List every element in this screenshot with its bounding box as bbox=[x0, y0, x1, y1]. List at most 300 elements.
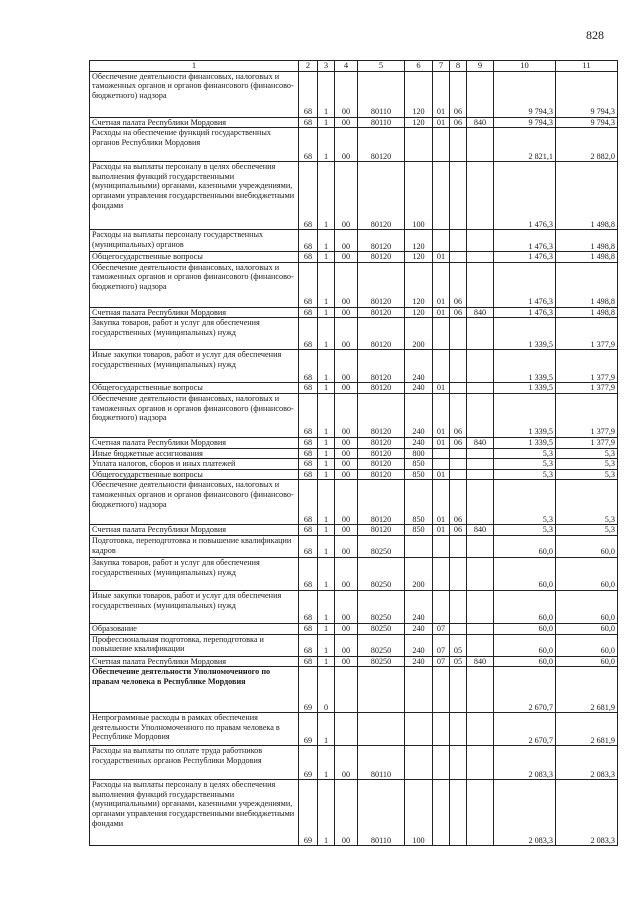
amount-year-2: 1 498,8 bbox=[556, 230, 618, 252]
row-name: Обеспечение деятельности Уполномоченного по правам человека в Республике Мордовия bbox=[90, 667, 299, 713]
row-name: Обеспечение деятельности финансовых, налоговых и таможенных органов и органов финансового (финансово-бюджетного) надзора bbox=[90, 71, 299, 117]
amount-year-2: 2 681,9 bbox=[556, 667, 618, 713]
row-name: Расходы на выплаты по оплате труда работников государственных органов Республики Мордовия bbox=[90, 746, 299, 780]
code-ministry bbox=[467, 590, 494, 623]
amount-year-2: 1 498,8 bbox=[556, 262, 618, 307]
row-name: Иные закупки товаров, работ и услуг для обеспечения государственных (муниципальных) нужд bbox=[90, 590, 299, 623]
code-program: 1 bbox=[318, 252, 335, 263]
code-ministry bbox=[467, 448, 494, 459]
table-row bbox=[90, 590, 618, 623]
code-subprogram: 00 bbox=[335, 307, 358, 318]
header-cell: 2 bbox=[299, 61, 318, 72]
table-row bbox=[90, 437, 618, 448]
code-program: 1 bbox=[318, 318, 335, 350]
budget-table bbox=[89, 60, 618, 846]
code-ministry bbox=[467, 252, 494, 263]
code-admin: 68 bbox=[299, 117, 318, 128]
code-admin: 68 bbox=[299, 383, 318, 394]
code-direction: 80250 bbox=[358, 623, 405, 634]
code-direction: 80120 bbox=[358, 350, 405, 383]
code-section: 01 bbox=[433, 383, 450, 394]
code-expense-type bbox=[405, 746, 433, 780]
code-program: 1 bbox=[318, 746, 335, 780]
code-admin: 68 bbox=[299, 459, 318, 470]
code-ministry bbox=[467, 634, 494, 656]
code-expense-type: 100 bbox=[405, 162, 433, 230]
code-program: 1 bbox=[318, 780, 335, 846]
amount-year-1: 5,3 bbox=[494, 480, 556, 525]
table-row bbox=[90, 350, 618, 383]
code-admin: 68 bbox=[299, 656, 318, 667]
amount-year-2: 2 882,0 bbox=[556, 128, 618, 162]
code-ministry bbox=[467, 667, 494, 713]
table-row bbox=[90, 117, 618, 128]
row-name: Обеспечение деятельности финансовых, налоговых и таможенных органов и органов финансового (финансово-бюджетного) надзора bbox=[90, 480, 299, 525]
code-expense-type: 200 bbox=[405, 318, 433, 350]
row-name: Счетная палата Республики Мордовия bbox=[90, 525, 299, 536]
code-program: 1 bbox=[318, 557, 335, 590]
code-admin: 68 bbox=[299, 469, 318, 480]
code-direction: 80120 bbox=[358, 307, 405, 318]
table-row bbox=[90, 459, 618, 470]
header-cell: 6 bbox=[405, 61, 433, 72]
code-subprogram: 00 bbox=[335, 162, 358, 230]
row-name: Иные закупки товаров, работ и услуг для обеспечения государственных (муниципальных) нужд bbox=[90, 350, 299, 383]
amount-year-1: 60,0 bbox=[494, 590, 556, 623]
table-row bbox=[90, 634, 618, 656]
code-section bbox=[433, 557, 450, 590]
code-subsection: 06 bbox=[450, 393, 467, 437]
code-program: 1 bbox=[318, 262, 335, 307]
amount-year-2: 60,0 bbox=[556, 535, 618, 557]
amount-year-2: 2 083,3 bbox=[556, 780, 618, 846]
code-expense-type bbox=[405, 713, 433, 746]
code-subprogram: 00 bbox=[335, 350, 358, 383]
code-ministry bbox=[467, 128, 494, 162]
row-name: Расходы на выплаты персоналу государственных (муниципальных) органов bbox=[90, 230, 299, 252]
code-ministry bbox=[467, 459, 494, 470]
code-program: 1 bbox=[318, 535, 335, 557]
code-direction: 80120 bbox=[358, 525, 405, 536]
code-section: 01 bbox=[433, 262, 450, 307]
code-section: 01 bbox=[433, 252, 450, 263]
amount-year-1: 5,3 bbox=[494, 469, 556, 480]
code-subsection: 06 bbox=[450, 525, 467, 536]
code-ministry bbox=[467, 350, 494, 383]
code-expense-type: 120 bbox=[405, 262, 433, 307]
code-subsection: 06 bbox=[450, 437, 467, 448]
code-expense-type: 120 bbox=[405, 230, 433, 252]
amount-year-2: 5,3 bbox=[556, 480, 618, 525]
code-subsection bbox=[450, 128, 467, 162]
code-ministry bbox=[467, 535, 494, 557]
table-row bbox=[90, 780, 618, 846]
row-name: Образование bbox=[90, 623, 299, 634]
code-section: 01 bbox=[433, 480, 450, 525]
row-name: Счетная палата Республики Мордовия bbox=[90, 307, 299, 318]
code-ministry bbox=[467, 469, 494, 480]
code-ministry bbox=[467, 262, 494, 307]
code-ministry: 840 bbox=[467, 437, 494, 448]
code-program: 1 bbox=[318, 623, 335, 634]
code-subsection bbox=[450, 469, 467, 480]
code-section: 01 bbox=[433, 525, 450, 536]
row-name: Уплата налогов, сборов и иных платежей bbox=[90, 459, 299, 470]
table-row bbox=[90, 448, 618, 459]
code-subprogram: 00 bbox=[335, 448, 358, 459]
code-direction: 80120 bbox=[358, 448, 405, 459]
amount-year-2: 5,3 bbox=[556, 525, 618, 536]
code-admin: 68 bbox=[299, 262, 318, 307]
code-expense-type: 850 bbox=[405, 469, 433, 480]
code-direction: 80120 bbox=[358, 480, 405, 525]
code-admin: 68 bbox=[299, 162, 318, 230]
code-subprogram: 00 bbox=[335, 780, 358, 846]
amount-year-1: 2 083,3 bbox=[494, 746, 556, 780]
code-subsection bbox=[450, 459, 467, 470]
code-direction: 80250 bbox=[358, 535, 405, 557]
amount-year-1: 1 476,3 bbox=[494, 307, 556, 318]
code-subsection bbox=[450, 162, 467, 230]
code-program: 1 bbox=[318, 525, 335, 536]
row-name: Счетная палата Республики Мордовия bbox=[90, 656, 299, 667]
table-row bbox=[90, 262, 618, 307]
table-row bbox=[90, 557, 618, 590]
code-program: 1 bbox=[318, 480, 335, 525]
code-program: 1 bbox=[318, 117, 335, 128]
amount-year-2: 2 681,9 bbox=[556, 713, 618, 746]
amount-year-2: 9 794,3 bbox=[556, 71, 618, 117]
code-subsection bbox=[450, 350, 467, 383]
code-program: 1 bbox=[318, 437, 335, 448]
amount-year-2: 60,0 bbox=[556, 656, 618, 667]
code-direction: 80120 bbox=[358, 437, 405, 448]
code-expense-type: 240 bbox=[405, 437, 433, 448]
code-admin: 68 bbox=[299, 350, 318, 383]
code-subprogram: 00 bbox=[335, 383, 358, 394]
amount-year-1: 2 670,7 bbox=[494, 713, 556, 746]
table-row bbox=[90, 393, 618, 437]
code-subsection: 05 bbox=[450, 656, 467, 667]
code-expense-type: 120 bbox=[405, 71, 433, 117]
code-ministry bbox=[467, 557, 494, 590]
code-expense-type: 240 bbox=[405, 590, 433, 623]
amount-year-1: 1 476,3 bbox=[494, 252, 556, 263]
code-subsection: 06 bbox=[450, 117, 467, 128]
amount-year-1: 1 339,5 bbox=[494, 318, 556, 350]
code-ministry bbox=[467, 230, 494, 252]
code-expense-type: 240 bbox=[405, 656, 433, 667]
code-subsection bbox=[450, 746, 467, 780]
code-section bbox=[433, 350, 450, 383]
code-ministry bbox=[467, 383, 494, 394]
code-subsection bbox=[450, 667, 467, 713]
code-ministry: 840 bbox=[467, 656, 494, 667]
header-cell: 10 bbox=[494, 61, 556, 72]
code-section: 07 bbox=[433, 656, 450, 667]
amount-year-1: 60,0 bbox=[494, 535, 556, 557]
amount-year-2: 1 377,9 bbox=[556, 393, 618, 437]
code-program: 1 bbox=[318, 307, 335, 318]
code-subprogram: 00 bbox=[335, 623, 358, 634]
code-program: 1 bbox=[318, 230, 335, 252]
code-subprogram: 00 bbox=[335, 230, 358, 252]
code-expense-type bbox=[405, 128, 433, 162]
code-expense-type: 240 bbox=[405, 393, 433, 437]
code-subsection bbox=[450, 448, 467, 459]
code-direction: 80120 bbox=[358, 393, 405, 437]
header-cell: 11 bbox=[556, 61, 618, 72]
code-subprogram bbox=[335, 713, 358, 746]
table-row bbox=[90, 525, 618, 536]
header-cell: 8 bbox=[450, 61, 467, 72]
code-admin: 68 bbox=[299, 634, 318, 656]
code-subprogram: 00 bbox=[335, 557, 358, 590]
code-program: 1 bbox=[318, 459, 335, 470]
code-expense-type: 800 bbox=[405, 448, 433, 459]
code-ministry: 840 bbox=[467, 525, 494, 536]
code-subsection: 06 bbox=[450, 307, 467, 318]
table-row bbox=[90, 318, 618, 350]
code-program: 1 bbox=[318, 162, 335, 230]
amount-year-2: 2 083,3 bbox=[556, 746, 618, 780]
amount-year-2: 60,0 bbox=[556, 623, 618, 634]
amount-year-2: 1 377,9 bbox=[556, 383, 618, 394]
code-program: 1 bbox=[318, 448, 335, 459]
code-admin: 68 bbox=[299, 393, 318, 437]
code-subsection bbox=[450, 383, 467, 394]
row-name: Непрограммные расходы в рамках обеспечения деятельности Уполномоченного по правам человека в Республике Мордовия bbox=[90, 713, 299, 746]
code-admin: 69 bbox=[299, 667, 318, 713]
row-name: Закупка товаров, работ и услуг для обеспечения государственных (муниципальных) нужд bbox=[90, 318, 299, 350]
amount-year-2: 60,0 bbox=[556, 590, 618, 623]
code-section: 01 bbox=[433, 71, 450, 117]
code-direction bbox=[358, 667, 405, 713]
amount-year-1: 2 083,3 bbox=[494, 780, 556, 846]
code-admin: 68 bbox=[299, 252, 318, 263]
amount-year-1: 1 476,3 bbox=[494, 162, 556, 230]
code-subsection: 06 bbox=[450, 480, 467, 525]
code-program: 1 bbox=[318, 713, 335, 746]
amount-year-1: 1 339,5 bbox=[494, 350, 556, 383]
code-expense-type: 240 bbox=[405, 623, 433, 634]
code-section bbox=[433, 448, 450, 459]
code-direction bbox=[358, 713, 405, 746]
code-section bbox=[433, 746, 450, 780]
code-program: 0 bbox=[318, 667, 335, 713]
row-name: Обеспечение деятельности финансовых, налоговых и таможенных органов и органов финансового (финансово-бюджетного) надзора bbox=[90, 262, 299, 307]
code-expense-type: 100 bbox=[405, 780, 433, 846]
code-section bbox=[433, 713, 450, 746]
code-program: 1 bbox=[318, 656, 335, 667]
amount-year-1: 5,3 bbox=[494, 448, 556, 459]
code-admin: 68 bbox=[299, 535, 318, 557]
table-row bbox=[90, 469, 618, 480]
amount-year-1: 60,0 bbox=[494, 557, 556, 590]
code-direction: 80120 bbox=[358, 252, 405, 263]
row-name: Профессиональная подготовка, переподготовка и повышение квалификации bbox=[90, 634, 299, 656]
code-section: 01 bbox=[433, 469, 450, 480]
code-expense-type: 240 bbox=[405, 383, 433, 394]
code-direction: 80110 bbox=[358, 746, 405, 780]
code-direction: 80250 bbox=[358, 634, 405, 656]
code-ministry bbox=[467, 162, 494, 230]
code-subprogram: 00 bbox=[335, 393, 358, 437]
code-expense-type: 120 bbox=[405, 307, 433, 318]
code-subprogram: 00 bbox=[335, 469, 358, 480]
amount-year-2: 5,3 bbox=[556, 459, 618, 470]
header-cell: 3 bbox=[318, 61, 335, 72]
code-program: 1 bbox=[318, 469, 335, 480]
code-program: 1 bbox=[318, 350, 335, 383]
code-subprogram: 00 bbox=[335, 318, 358, 350]
code-direction: 80120 bbox=[358, 230, 405, 252]
table-row bbox=[90, 535, 618, 557]
code-ministry bbox=[467, 393, 494, 437]
code-ministry bbox=[467, 713, 494, 746]
code-ministry bbox=[467, 71, 494, 117]
code-expense-type: 240 bbox=[405, 350, 433, 383]
code-admin: 68 bbox=[299, 318, 318, 350]
code-admin: 68 bbox=[299, 448, 318, 459]
code-expense-type: 200 bbox=[405, 557, 433, 590]
code-ministry bbox=[467, 623, 494, 634]
code-subsection bbox=[450, 230, 467, 252]
amount-year-1: 2 821,1 bbox=[494, 128, 556, 162]
amount-year-2: 60,0 bbox=[556, 634, 618, 656]
row-name: Расходы на выплаты персоналу в целях обеспечения выполнения функций государственными (муниципальными) органами, казенными учреждениями, органами управления государственными внебюджетными фондами bbox=[90, 162, 299, 230]
code-subprogram: 00 bbox=[335, 525, 358, 536]
row-name: Закупка товаров, работ и услуг для обеспечения государственных (муниципальных) нужд bbox=[90, 557, 299, 590]
table-row bbox=[90, 667, 618, 713]
amount-year-1: 1 339,5 bbox=[494, 383, 556, 394]
code-expense-type: 850 bbox=[405, 480, 433, 525]
code-admin: 69 bbox=[299, 780, 318, 846]
table-header-row bbox=[90, 61, 618, 72]
code-admin: 68 bbox=[299, 590, 318, 623]
amount-year-2: 9 794,3 bbox=[556, 117, 618, 128]
code-admin: 68 bbox=[299, 623, 318, 634]
code-direction: 80120 bbox=[358, 469, 405, 480]
header-cell: 5 bbox=[358, 61, 405, 72]
amount-year-2: 1 377,9 bbox=[556, 437, 618, 448]
table-row bbox=[90, 656, 618, 667]
amount-year-1: 1 476,3 bbox=[494, 262, 556, 307]
table-row bbox=[90, 480, 618, 525]
amount-year-2: 1 498,8 bbox=[556, 162, 618, 230]
code-section: 01 bbox=[433, 117, 450, 128]
amount-year-2: 1 377,9 bbox=[556, 350, 618, 383]
code-ministry bbox=[467, 318, 494, 350]
code-program: 1 bbox=[318, 128, 335, 162]
amount-year-1: 60,0 bbox=[494, 634, 556, 656]
amount-year-2: 1 498,8 bbox=[556, 252, 618, 263]
code-section: 07 bbox=[433, 623, 450, 634]
code-direction: 80120 bbox=[358, 128, 405, 162]
code-ministry bbox=[467, 746, 494, 780]
code-expense-type bbox=[405, 667, 433, 713]
code-admin: 68 bbox=[299, 557, 318, 590]
code-program: 1 bbox=[318, 393, 335, 437]
code-admin: 68 bbox=[299, 230, 318, 252]
amount-year-2: 5,3 bbox=[556, 448, 618, 459]
code-section: 01 bbox=[433, 393, 450, 437]
code-admin: 68 bbox=[299, 437, 318, 448]
row-name: Счетная палата Республики Мордовия bbox=[90, 117, 299, 128]
amount-year-1: 1 339,5 bbox=[494, 437, 556, 448]
header-cell: 1 bbox=[90, 61, 299, 72]
amount-year-1: 2 670,7 bbox=[494, 667, 556, 713]
row-name: Общегосударственные вопросы bbox=[90, 252, 299, 263]
code-ministry: 840 bbox=[467, 307, 494, 318]
code-subsection: 06 bbox=[450, 71, 467, 117]
code-admin: 69 bbox=[299, 746, 318, 780]
code-subsection: 06 bbox=[450, 262, 467, 307]
code-section bbox=[433, 459, 450, 470]
table-row bbox=[90, 162, 618, 230]
code-direction: 80120 bbox=[358, 162, 405, 230]
code-subprogram: 00 bbox=[335, 746, 358, 780]
code-subprogram: 00 bbox=[335, 262, 358, 307]
row-name: Обеспечение деятельности финансовых, налоговых и таможенных органов и органов финансового (финансово-бюджетного) надзора bbox=[90, 393, 299, 437]
header-cell: 4 bbox=[335, 61, 358, 72]
code-program: 1 bbox=[318, 71, 335, 117]
code-subprogram: 00 bbox=[335, 590, 358, 623]
code-subprogram: 00 bbox=[335, 117, 358, 128]
code-direction: 80250 bbox=[358, 656, 405, 667]
amount-year-1: 1 476,3 bbox=[494, 230, 556, 252]
amount-year-2: 5,3 bbox=[556, 469, 618, 480]
code-subsection bbox=[450, 318, 467, 350]
code-subsection bbox=[450, 713, 467, 746]
amount-year-1: 9 794,3 bbox=[494, 117, 556, 128]
code-section bbox=[433, 162, 450, 230]
amount-year-2: 1 498,8 bbox=[556, 307, 618, 318]
code-subsection bbox=[450, 623, 467, 634]
code-section: 01 bbox=[433, 437, 450, 448]
code-direction: 80250 bbox=[358, 590, 405, 623]
table-body bbox=[90, 71, 618, 846]
code-ministry: 840 bbox=[467, 117, 494, 128]
code-subprogram: 00 bbox=[335, 480, 358, 525]
code-subprogram: 00 bbox=[335, 128, 358, 162]
code-expense-type: 120 bbox=[405, 117, 433, 128]
table-row bbox=[90, 623, 618, 634]
amount-year-1: 60,0 bbox=[494, 656, 556, 667]
header-cell: 7 bbox=[433, 61, 450, 72]
code-direction: 80120 bbox=[358, 262, 405, 307]
amount-year-2: 1 377,9 bbox=[556, 318, 618, 350]
amount-year-1: 9 794,3 bbox=[494, 71, 556, 117]
table-row bbox=[90, 128, 618, 162]
code-expense-type: 850 bbox=[405, 525, 433, 536]
code-direction: 80110 bbox=[358, 71, 405, 117]
code-program: 1 bbox=[318, 590, 335, 623]
table-row bbox=[90, 71, 618, 117]
code-expense-type: 850 bbox=[405, 459, 433, 470]
code-admin: 68 bbox=[299, 71, 318, 117]
row-name: Иные бюджетные ассигнования bbox=[90, 448, 299, 459]
row-name: Счетная палата Республики Мордовия bbox=[90, 437, 299, 448]
code-subprogram: 00 bbox=[335, 535, 358, 557]
row-name: Расходы на обеспечение функций государственных органов Республики Мордовия bbox=[90, 128, 299, 162]
table-row bbox=[90, 383, 618, 394]
code-subprogram: 00 bbox=[335, 437, 358, 448]
code-ministry bbox=[467, 780, 494, 846]
code-section: 07 bbox=[433, 634, 450, 656]
code-expense-type: 240 bbox=[405, 634, 433, 656]
code-subprogram: 00 bbox=[335, 656, 358, 667]
